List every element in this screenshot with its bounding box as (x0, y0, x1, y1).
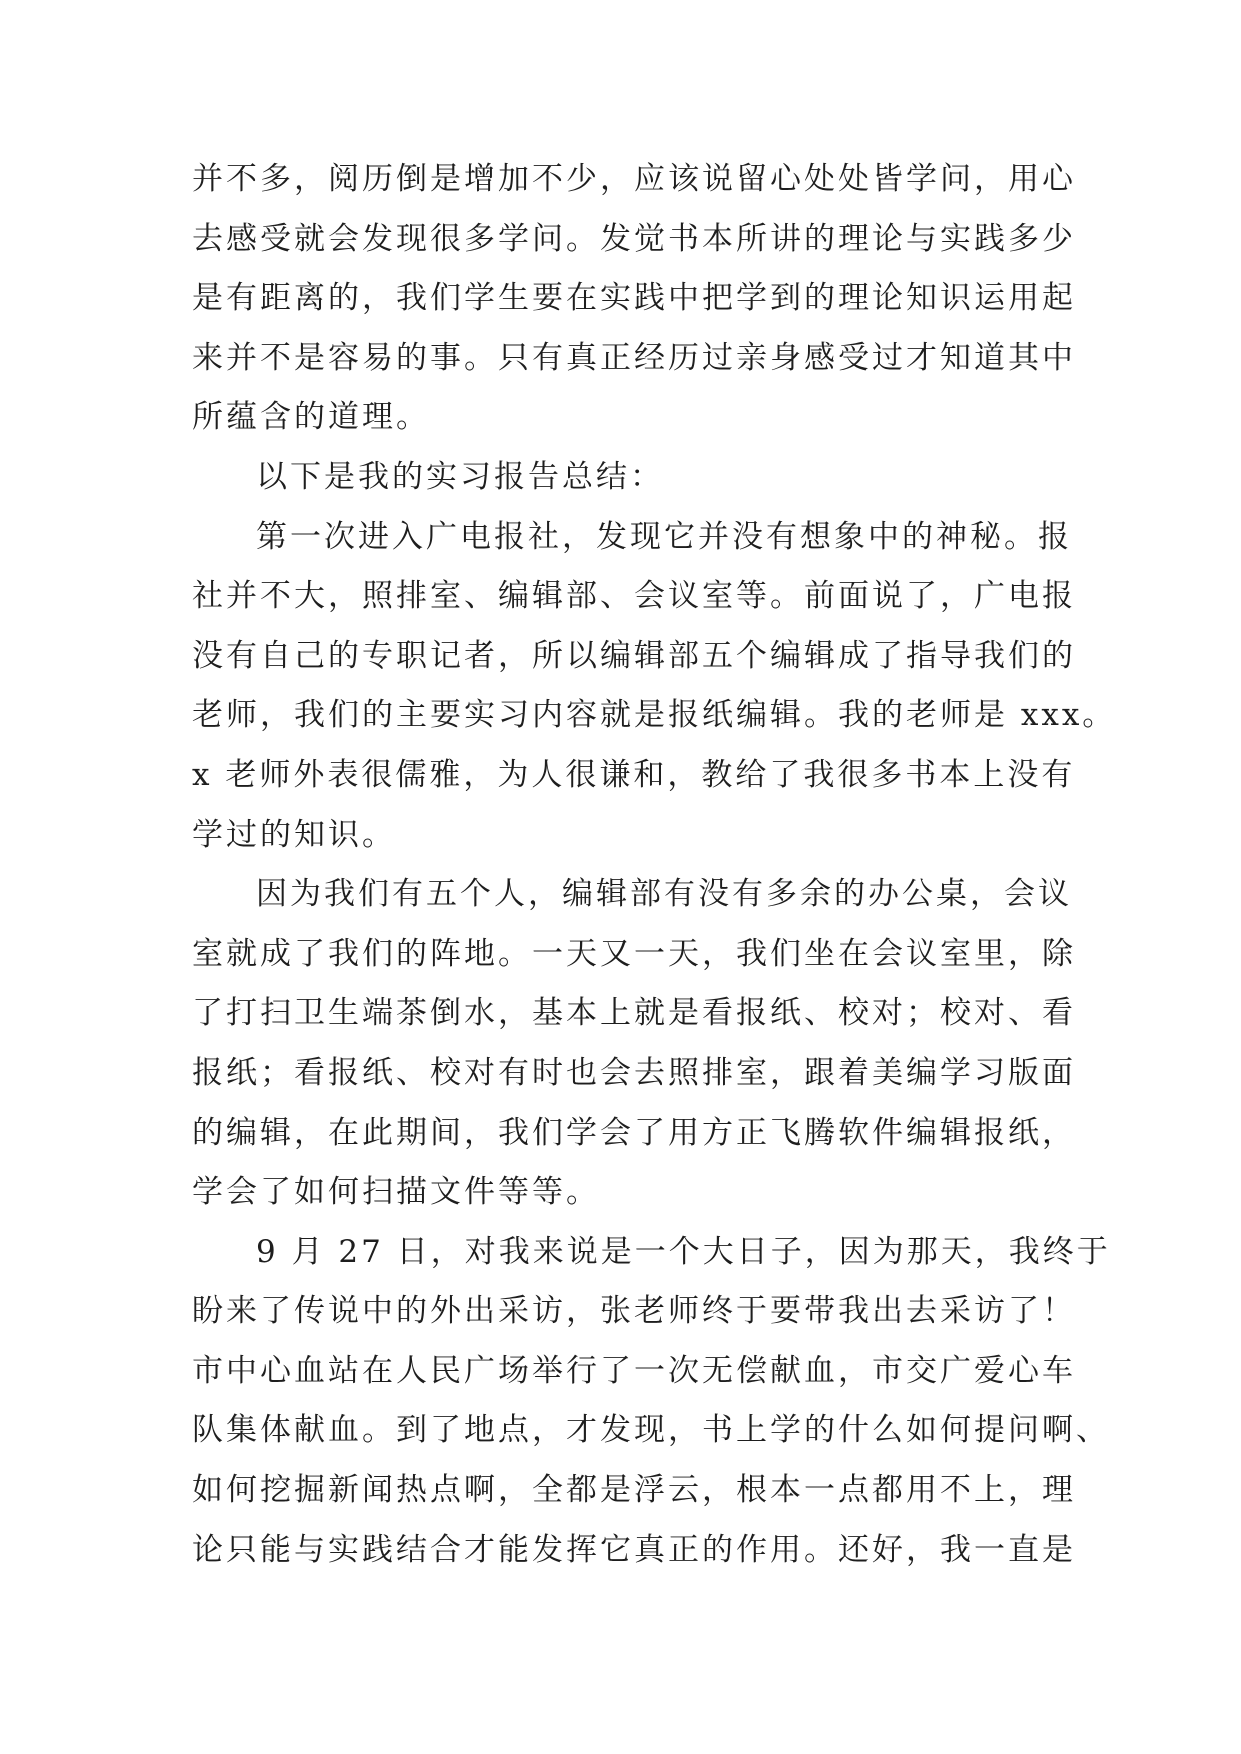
text-line: 没有自己的专职记者，所以编辑部五个编辑成了指导我们的 (192, 637, 1076, 674)
text-line: 了打扫卫生端茶倒水，基本上就是看报纸、校对；校对、看 (192, 995, 1076, 1032)
text-line: 来并不是容易的事。只有真正经历过亲身感受过才知道其中 (192, 339, 1076, 376)
text-line: 室就成了我们的阵地。一天又一天，我们坐在会议室里，除 (192, 935, 1076, 972)
text-line: 所蕴含的道理。 (192, 399, 430, 436)
text-line: 因为我们有五个人，编辑部有没有多余的办公桌，会议 (256, 876, 1072, 913)
text-line: 学会了如何扫描文件等等。 (192, 1174, 600, 1211)
text-line: 的编辑，在此期间，我们学会了用方正飞腾软件编辑报纸， (192, 1114, 1076, 1151)
text-line: 学过的知识。 (192, 816, 396, 853)
text-line: 市中心血站在人民广场举行了一次无偿献血，市交广爱心车 (192, 1352, 1076, 1389)
body-text (192, 150, 1117, 1580)
text-line: 并不多，阅历倒是增加不少，应该说留心处处皆学问，用心 (192, 161, 1076, 197)
text-line: 社并不大，照排室、编辑部、会议室等。前面说了，广电报 (192, 578, 1076, 615)
text-line: 9 月 27 日，对我来说是一个大日子，因为那天，我终于 (256, 1233, 1111, 1270)
text-line: 老师，我们的主要实习内容就是报纸编辑。我的老师是 xxx。 (192, 697, 1117, 734)
text-line: 是有距离的，我们学生要在实践中把学到的理论知识运用起 (192, 280, 1076, 317)
text-line: 队集体献血。到了地点，才发现，书上学的什么如何提问啊、 (192, 1412, 1110, 1449)
text-line: 论只能与实践结合才能发挥它真正的作用。还好，我一直是 (192, 1531, 1076, 1568)
text-line: 去感受就会发现很多学问。发觉书本所讲的理论与实践多少 (192, 220, 1076, 257)
text-line: 报纸；看报纸、校对有时也会去照排室，跟着美编学习版面 (192, 1054, 1076, 1091)
text-line: 第一次进入广电报社，发现它并没有想象中的神秘。报 (256, 518, 1072, 555)
text-line: x 老师外表很儒雅，为人很谦和，教给了我很多书本上没有 (192, 756, 1076, 793)
text-line: 如何挖掘新闻热点啊，全都是浮云，根本一点都用不上，理 (192, 1472, 1076, 1509)
text-line: 盼来了传说中的外出采访，张老师终于要带我出去采访了！ (192, 1293, 1076, 1330)
text-line: 以下是我的实习报告总结： (256, 458, 664, 495)
